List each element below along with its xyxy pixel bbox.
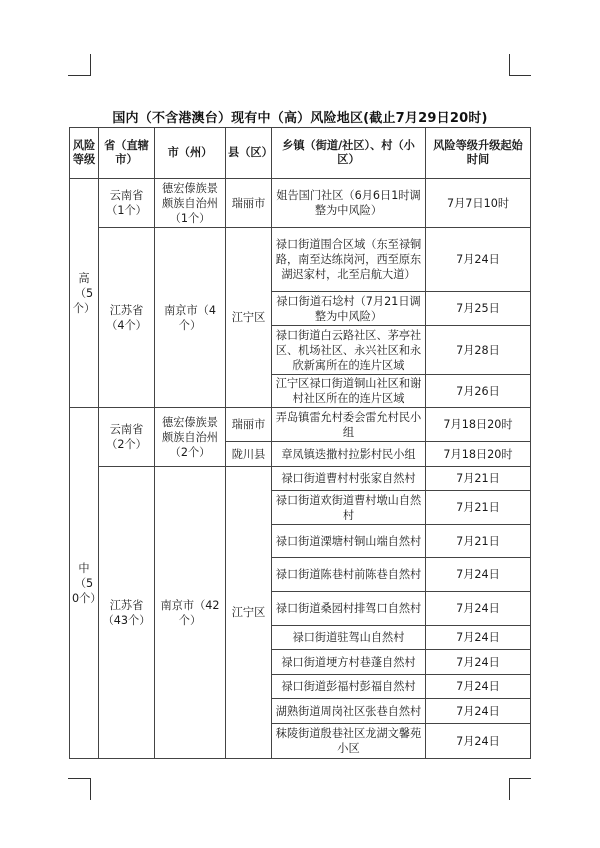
table-row — [70, 467, 531, 491]
crop-mark-top-right-h — [509, 75, 531, 76]
table-row — [70, 179, 531, 228]
town-cell: 禄口街道欢街道曹村墩山自然村 — [272, 491, 426, 525]
header-time: 风险等级升级起始时间 — [426, 128, 531, 179]
town-cell: 章凤镇迭撒村拉影村民小组 — [272, 442, 426, 467]
province-cell: 云南省（1个） — [99, 179, 155, 228]
crop-mark-bottom-left-v — [90, 778, 91, 800]
time-cell: 7月24日 — [426, 699, 531, 724]
table-row — [70, 408, 531, 442]
town-cell: 禄口街道桑园村排驾口自然村 — [272, 592, 426, 626]
header-county: 县（区） — [226, 128, 272, 179]
town-cell: 禄口街道埂方村巷蓬自然村 — [272, 650, 426, 675]
province-cell: 江苏省（43个） — [99, 467, 155, 759]
town-cell: 禄口街道围合区域（东至禄铜路，南至达练岗河，西至原东湖迟家村，北至启航大道） — [272, 228, 426, 292]
county-cell: 江宁区 — [226, 467, 272, 759]
crop-mark-top-left-h — [68, 75, 90, 76]
town-cell: 秣陵街道殷巷社区龙湖文馨苑小区 — [272, 724, 426, 759]
time-cell: 7月24日 — [426, 675, 531, 699]
table-row — [70, 228, 531, 292]
province-cell: 云南省（2个） — [99, 408, 155, 467]
town-cell: 禄口街道白云路社区、茅亭社区、机场社区、永兴社区和永欣新寓所在的连片区域 — [272, 326, 426, 375]
level-cell-high: 高（5个） — [70, 179, 99, 408]
header-level: 风险等级 — [70, 128, 99, 179]
time-cell: 7月7日10时 — [426, 179, 531, 228]
time-cell: 7月18日20时 — [426, 408, 531, 442]
header-province: 省（直辖市） — [99, 128, 155, 179]
town-cell: 弄岛镇雷允村委会雷允村民小组 — [272, 408, 426, 442]
town-cell: 江宁区禄口街道铜山社区和谢村社区所在的连片区域 — [272, 375, 426, 408]
header-town: 乡镇（街道/社区）、村（小区） — [272, 128, 426, 179]
header-city: 市（州） — [155, 128, 226, 179]
time-cell: 7月18日20时 — [426, 442, 531, 467]
time-cell: 7月21日 — [426, 525, 531, 558]
county-cell: 陇川县 — [226, 442, 272, 467]
time-cell: 7月26日 — [426, 375, 531, 408]
risk-areas-table — [69, 127, 531, 759]
time-cell: 7月24日 — [426, 626, 531, 650]
crop-mark-bottom-right-h — [509, 778, 531, 779]
level-cell-medium: 中（50个） — [70, 408, 99, 759]
town-cell: 禄口街道石埝村（7月21日调整为中风险） — [272, 292, 426, 326]
county-cell: 瑞丽市 — [226, 179, 272, 228]
time-cell: 7月24日 — [426, 558, 531, 592]
city-cell: 德宏傣族景颇族自治州（2个） — [155, 408, 226, 467]
town-cell: 禄口街道驻驾山自然村 — [272, 626, 426, 650]
town-cell: 湖熟街道周岗社区张巷自然村 — [272, 699, 426, 724]
crop-mark-bottom-right-v — [509, 778, 510, 800]
time-cell: 7月21日 — [426, 491, 531, 525]
time-cell: 7月25日 — [426, 292, 531, 326]
county-cell: 江宁区 — [226, 228, 272, 408]
town-cell: 禄口街道曹村村张家自然村 — [272, 467, 426, 491]
province-cell: 江苏省（4个） — [99, 228, 155, 408]
document-title: 国内（不含港澳台）现有中（高）风险地区(截止7月29日20时) — [112, 111, 488, 126]
crop-mark-bottom-left-h — [68, 778, 90, 779]
time-cell: 7月21日 — [426, 467, 531, 491]
town-cell: 禄口街道彭福村彭福自然村 — [272, 675, 426, 699]
time-cell: 7月24日 — [426, 592, 531, 626]
time-cell: 7月24日 — [426, 724, 531, 759]
crop-mark-top-right-v — [509, 54, 510, 76]
city-cell: 南京市（4个） — [155, 228, 226, 408]
city-cell: 德宏傣族景颇族自治州（1个） — [155, 179, 226, 228]
time-cell: 7月24日 — [426, 228, 531, 292]
crop-mark-top-left-v — [90, 54, 91, 76]
county-cell: 瑞丽市 — [226, 408, 272, 442]
town-cell: 禄口街道陈巷村前陈巷自然村 — [272, 558, 426, 592]
time-cell: 7月24日 — [426, 650, 531, 675]
town-cell: 禄口街道溧塘村铜山端自然村 — [272, 525, 426, 558]
time-cell: 7月28日 — [426, 326, 531, 375]
header-row — [70, 128, 531, 179]
town-cell: 姐告国门社区（6月6日1时调整为中风险） — [272, 179, 426, 228]
city-cell: 南京市（42个） — [155, 467, 226, 759]
